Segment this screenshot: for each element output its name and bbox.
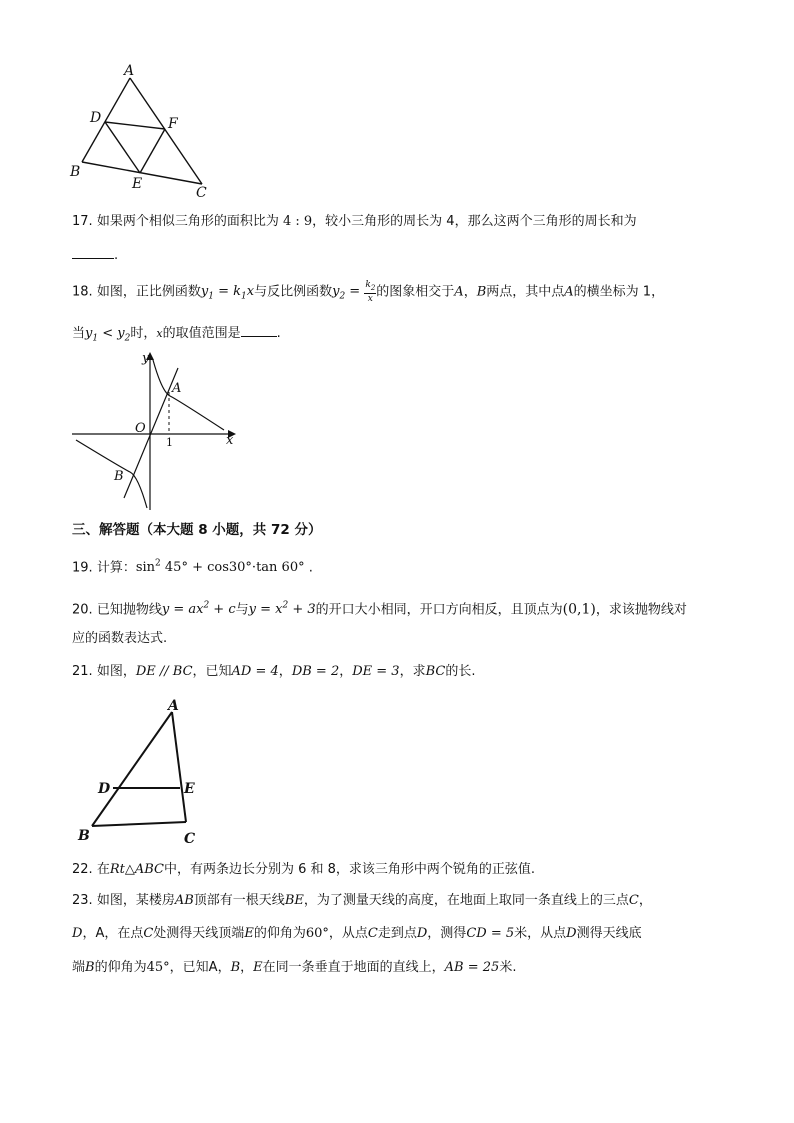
origin-label: O — [135, 421, 146, 436]
q23-l2i: ，测得 — [427, 926, 467, 941]
label-c: C — [184, 831, 196, 847]
q21-text3: ，求 — [399, 664, 426, 679]
question-18-line1 — [72, 280, 664, 308]
q18-text4: 两点，其中点 — [486, 284, 565, 300]
q18-fraction: $\frac{k_2}{x}$ — [365, 280, 376, 304]
q19-label: 计算： — [96, 560, 136, 576]
q18-text5: 的横坐标为 1， — [573, 284, 665, 300]
q21-text1: 如图， — [96, 664, 136, 679]
q18-xvar: x — [156, 327, 163, 340]
q18-answer-blank[interactable] — [241, 322, 277, 337]
q20-text1: 已知抛物线 — [96, 602, 162, 618]
q22-text1: 在 — [96, 862, 110, 877]
question-20-line1 — [72, 597, 687, 619]
question-18-line2 — [72, 322, 281, 348]
q23-l2a: ，A，在点 — [82, 926, 144, 941]
q18-condition: $y_1 < y_2$ — [85, 326, 131, 344]
q17-answer-blank[interactable] — [72, 244, 114, 259]
q19-number: 19. — [72, 560, 93, 576]
q21-db: DB = 2 — [291, 664, 340, 679]
q18-end: . — [276, 326, 281, 341]
q17-text: 如果两个相似三角形的面积比为 — [96, 214, 279, 229]
q20-vertex: (0,1) — [562, 601, 596, 618]
q23-l3f: ， — [217, 960, 231, 975]
question-19 — [72, 555, 313, 577]
q18-text3: 的图象相交于 — [376, 284, 455, 300]
figure-function-graph — [66, 348, 246, 516]
q18-func1: $y_1 = k_1x$ — [200, 284, 255, 302]
tick-one-label: 1 — [166, 436, 173, 449]
question-22 — [72, 861, 535, 879]
q21-text2: ，已知 — [192, 664, 232, 679]
q18-func2: $y_2$ = $\frac{k_2}{x}$ — [332, 280, 376, 304]
q18-text1: 如图，正比例函数 — [96, 284, 201, 300]
q18-point-b: B — [476, 284, 487, 300]
q23-l2f: 的仰角为 — [253, 926, 306, 941]
q23-be: BE — [284, 893, 304, 908]
q23-ab: AB — [174, 893, 194, 908]
q23-l2g: ，从点 — [328, 926, 368, 941]
label-d: D — [90, 110, 102, 126]
question-23-line1 — [72, 892, 652, 910]
question-23-line3 — [72, 959, 516, 977]
q22-text2: 中，有两条边长分别为 6 和 8，求该三角形中两个锐角的正弦值. — [163, 862, 536, 877]
q18-l2c: 的取值范围是 — [162, 326, 241, 341]
q18-text2: 与反比例函数 — [254, 284, 333, 300]
q21-bc: BC — [425, 664, 446, 679]
label-e: E — [132, 176, 143, 192]
label-e: E — [184, 781, 195, 797]
q17-ratio: 4 : 9 — [282, 214, 313, 229]
q23-l3k: 米. — [499, 960, 517, 975]
q17-end: . — [114, 248, 119, 263]
q23-l3i: E — [253, 960, 263, 975]
q17-answer-line — [72, 244, 118, 265]
q22-triangle: Rt△ABC — [109, 862, 164, 877]
q18-sep: ， — [463, 284, 477, 300]
label-a: A — [168, 698, 179, 714]
q23-l2e: E — [244, 926, 254, 941]
q23-l3j: 在同一条垂直于地面的直线上， — [262, 960, 445, 975]
q23-ab25: AB = 25 — [444, 960, 500, 975]
q20-eq1: $y = ax^2 + c$ — [161, 601, 236, 618]
q23-l2d2: D — [416, 926, 428, 941]
q23-l1d: ， — [638, 893, 652, 908]
q23-ang45: 45° — [146, 960, 170, 975]
q23-l2k: 测得天线底 — [576, 926, 642, 941]
q20-text2: 与 — [235, 602, 249, 618]
q23-l3a: 端 — [72, 960, 86, 975]
q23-number: 23. — [72, 893, 93, 908]
point-a-label: A — [172, 381, 182, 396]
q23-l2b: 处测得天线顶端 — [153, 926, 245, 941]
label-d: D — [98, 781, 111, 797]
axis-x-label: x — [226, 433, 234, 448]
q23-l2d3: D — [566, 926, 577, 941]
q23-l2d: D — [72, 926, 83, 941]
q23-l2c: C — [143, 926, 154, 941]
q23-l2h: 走到点 — [377, 926, 417, 941]
q21-number: 21. — [72, 664, 93, 679]
q23-l3c: 的仰角为 — [94, 960, 147, 975]
q20-eq2: $y = x^2 + 3$ — [248, 601, 316, 618]
point-b-label: B — [114, 469, 124, 484]
q23-ang60: 60° — [305, 926, 329, 941]
q23-cd: CD = 5 — [466, 926, 515, 941]
q21-sep2: ， — [339, 664, 353, 679]
question-23-line2 — [72, 925, 642, 943]
q19-end: . — [304, 560, 313, 576]
q23-l3g: B — [230, 960, 241, 975]
question-21 — [72, 663, 475, 681]
q23-c: C — [628, 893, 639, 908]
label-c: C — [196, 185, 207, 200]
q22-number: 22. — [72, 862, 93, 877]
q23-l3h: ， — [240, 960, 254, 975]
q20-text3: 的开口大小相同，开口方向相反，且顶点为 — [315, 602, 563, 618]
q18-point-a2: A — [564, 284, 574, 300]
q17-text2: ，较小三角形的周长为 4，那么这两个三角形的周长和为 — [312, 214, 637, 229]
figure-triangle-def — [62, 60, 222, 200]
q21-de: DE = 3 — [352, 664, 400, 679]
q21-text4: 的长. — [445, 664, 476, 679]
q18-l2b: 时， — [130, 326, 157, 341]
q23-l2j: 米，从点 — [514, 926, 567, 941]
q23-l3d: ，已知 — [169, 960, 209, 975]
q20-number: 20. — [72, 602, 93, 618]
q21-sep1: ， — [278, 664, 292, 679]
label-f: F — [168, 116, 178, 132]
q19-expression: $\sin^2 45^\circ + \cos 30^\circ\cdot\tan$ 60° — [135, 559, 305, 576]
section-3-title: 三、解答题（本大题 8 小题，共 72 分） — [72, 522, 322, 538]
label-b: B — [78, 828, 90, 844]
q18-point-a: A — [454, 284, 464, 300]
q21-parallel: DE // BC — [135, 664, 193, 679]
q23-l2c2: C — [367, 926, 378, 941]
q20-text4: ，求该抛物线对 — [595, 602, 687, 618]
q23-l3e: A — [208, 960, 218, 975]
question-20-line2: 应的函数表达式. — [72, 631, 168, 646]
q18-l2a: 当 — [72, 326, 86, 341]
label-b: B — [70, 164, 81, 180]
figure-triangle-de-bc — [72, 696, 212, 851]
q18-number: 18. — [72, 284, 93, 300]
axis-y-label: y — [142, 351, 150, 366]
question-17 — [72, 213, 637, 231]
q23-l3b: B — [85, 960, 95, 975]
label-a: A — [124, 63, 135, 79]
q23-l1c: ，为了测量天线的高度，在地面上取同一条直线上的三点 — [303, 893, 629, 908]
q17-number: 17. — [72, 214, 93, 229]
q23-l1: 如图，某楼房 — [96, 893, 175, 908]
q21-ad: AD = 4 — [231, 664, 279, 679]
q23-l1b: 顶部有一根天线 — [193, 893, 285, 908]
